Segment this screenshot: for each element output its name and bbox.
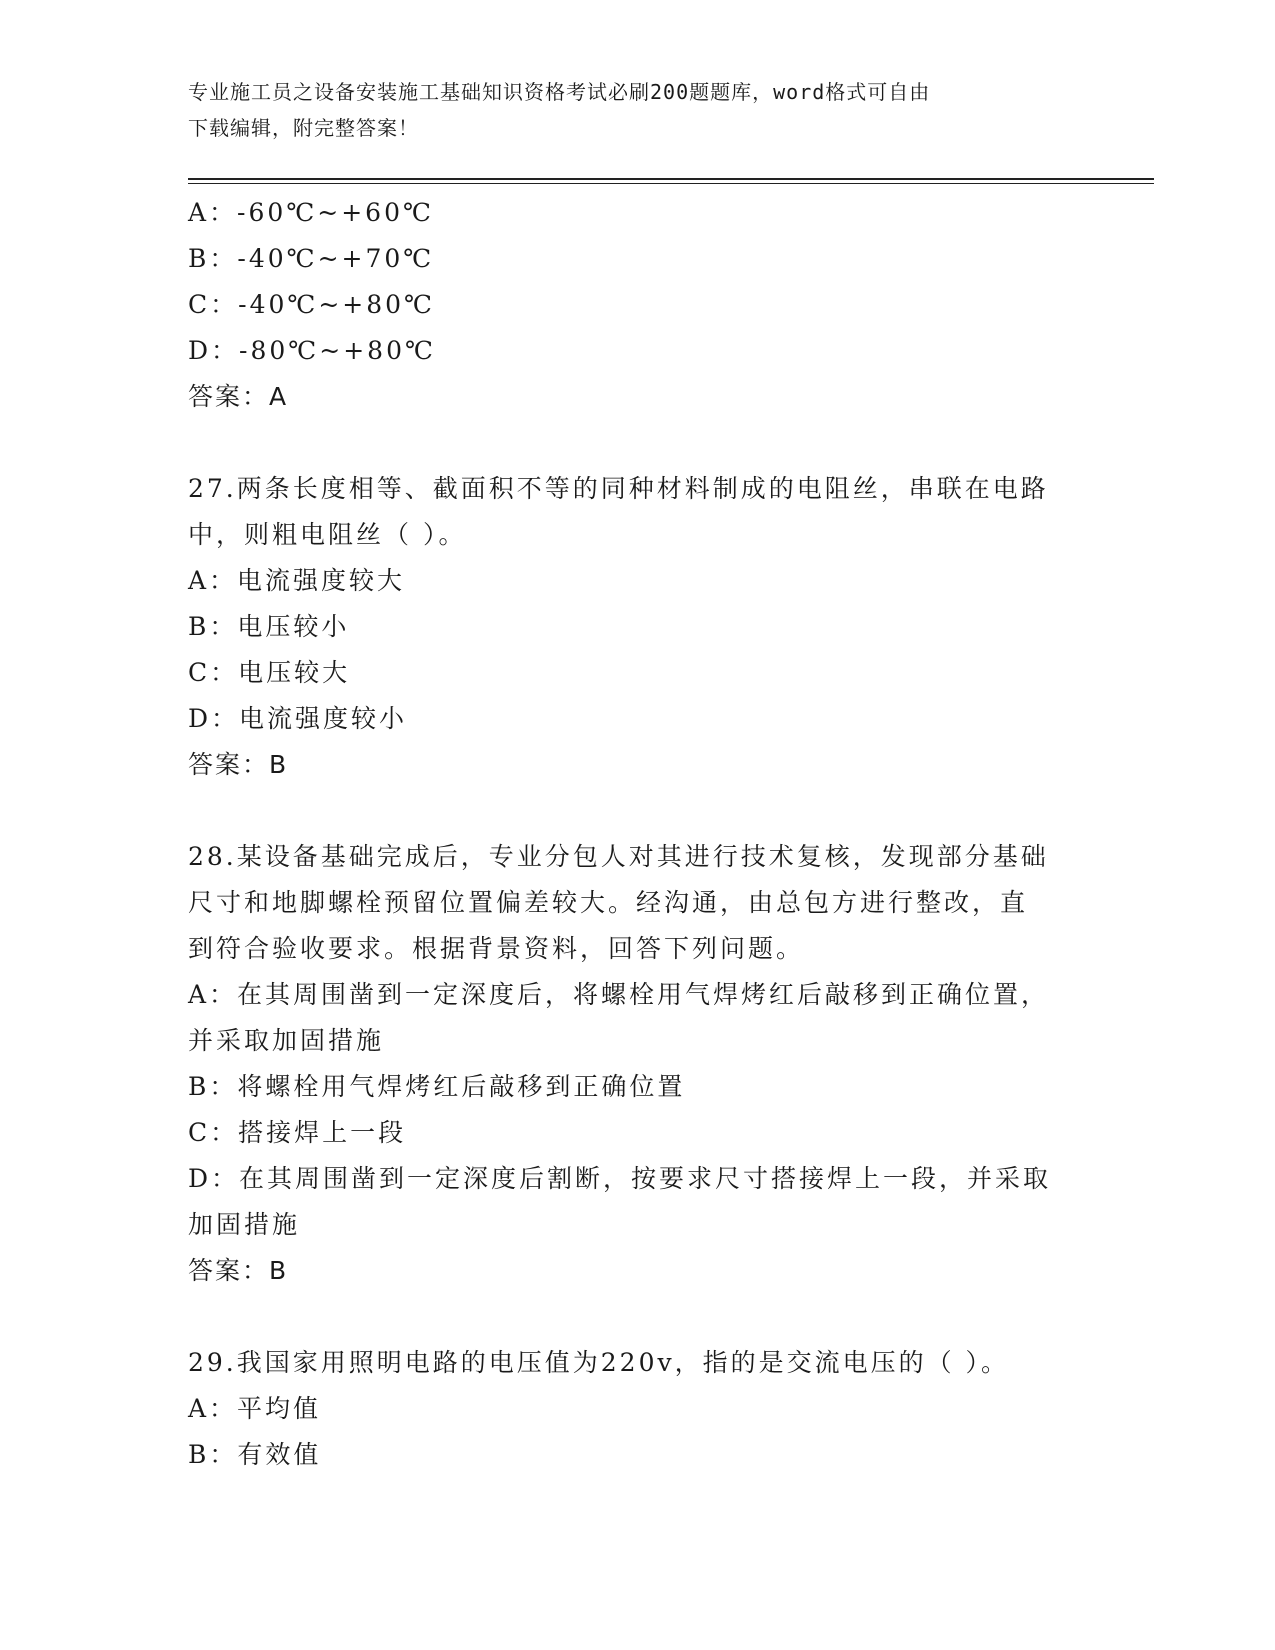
q26-option-c: C：-40℃~+80℃ — [188, 290, 436, 319]
q29-option-a: A：平均值 — [188, 1394, 322, 1423]
question-content — [188, 190, 1088, 1478]
q28-option-a-line-1: A：在其周围凿到一定深度后，将螺栓用气焊烤红后敲移到正确位置， — [188, 980, 1050, 1009]
q27-option-b: B：电压较小 — [188, 612, 350, 641]
q28-stem-line-1: 28.某设备基础完成后，专业分包人对其进行技术复核，发现部分基础 — [188, 842, 1049, 871]
q28-option-d-line-1: D：在其周围凿到一定深度后割断，按要求尺寸搭接焊上一段，并采取 — [188, 1164, 1052, 1193]
q28-answer: 答案：B — [188, 1256, 289, 1285]
header-rule-thick — [188, 178, 1154, 180]
q26-option-b: B：-40℃~+70℃ — [188, 244, 435, 273]
q27-stem-line-2: 中，则粗电阻丝（ ）。 — [188, 520, 467, 549]
question-26-block — [188, 190, 1088, 420]
question-27-block — [188, 466, 1088, 788]
header-line-1: 专业施工员之设备安装施工基础知识资格考试必刷200题题库，word格式可自由 — [188, 80, 931, 104]
q27-option-c: C：电压较大 — [188, 658, 351, 687]
q26-option-a: A：-60℃~+60℃ — [188, 198, 434, 227]
document-header — [188, 74, 1088, 146]
header-rule-thin — [188, 183, 1154, 184]
q28-option-b: B：将螺栓用气焊烤红后敲移到正确位置 — [188, 1072, 686, 1101]
q28-stem-line-2: 尺寸和地脚螺栓预留位置偏差较大。经沟通，由总包方进行整改，直 — [188, 888, 1029, 917]
q28-stem-line-3: 到符合验收要求。根据背景资料，回答下列问题。 — [188, 934, 805, 963]
q27-answer: 答案：B — [188, 750, 289, 779]
q27-stem-line-1: 27.两条长度相等、截面积不等的同种材料制成的电阻丝，串联在电路 — [188, 474, 1049, 503]
q26-option-d: D：-80℃~+80℃ — [188, 336, 436, 365]
q27-option-d: D：电流强度较小 — [188, 704, 408, 733]
question-29-block — [188, 1340, 1088, 1478]
header-line-2: 下载编辑，附完整答案！ — [188, 116, 419, 140]
q29-stem: 29.我国家用照明电路的电压值为220v，指的是交流电压的（ ）。 — [188, 1348, 1010, 1377]
q28-option-d-line-2: 加固措施 — [188, 1210, 301, 1239]
q26-answer: 答案：A — [188, 382, 289, 411]
q28-option-a-line-2: 并采取加固措施 — [188, 1026, 385, 1055]
q27-option-a: A：电流强度较大 — [188, 566, 406, 595]
question-28-block — [188, 834, 1088, 1294]
q28-option-c: C：搭接焊上一段 — [188, 1118, 407, 1147]
q29-option-b: B：有效值 — [188, 1440, 322, 1469]
